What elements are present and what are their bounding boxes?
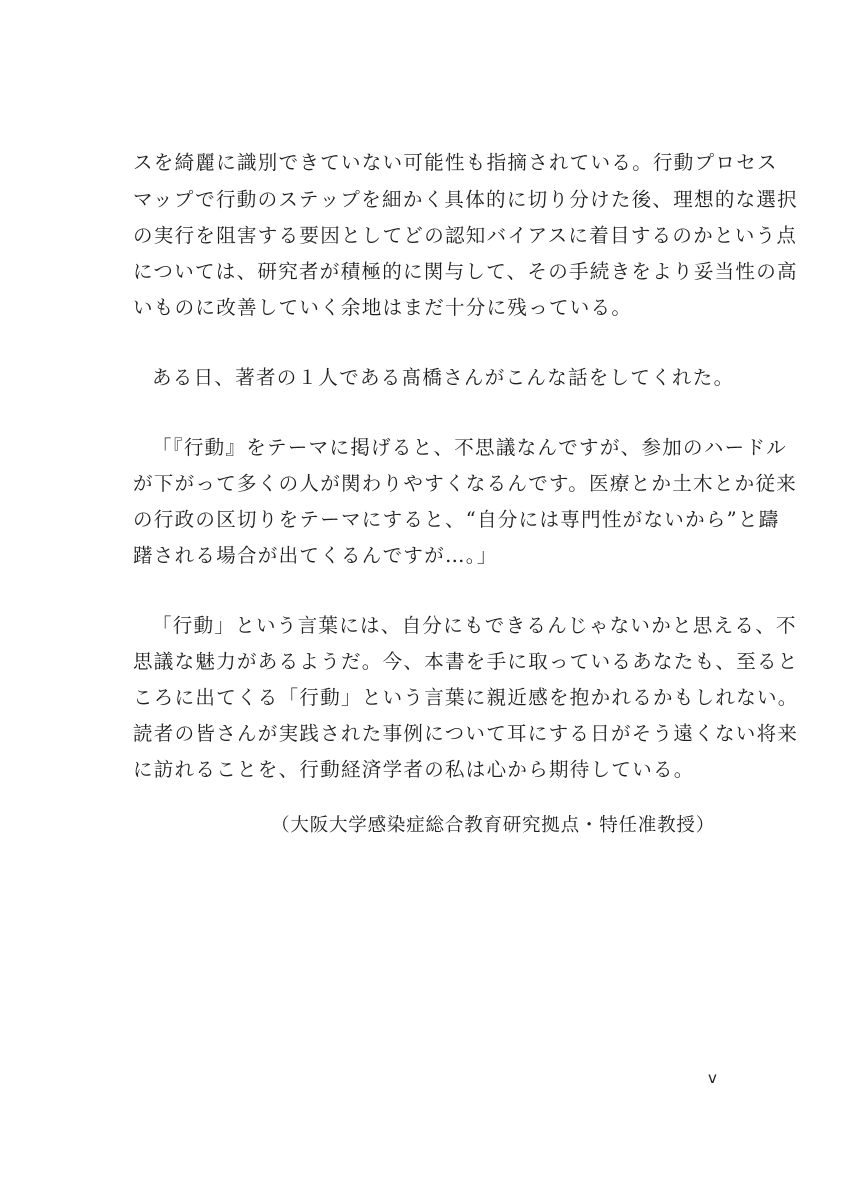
quote-text-line: が下がって多くの人が関わりやすくなるんです。医療とか土木とか従来 — [133, 472, 798, 495]
body-text-line: マップで行動のステップを細かく具体的に切り分けた後、理想的な選択 — [133, 188, 799, 211]
author-affiliation: （大阪大学感染症総合教育研究拠点・特任准教授） — [271, 815, 715, 836]
page-number: v — [708, 1069, 717, 1087]
body-text-line: 読者の皆さんが実践された事例について耳にする日がそう遠くない将来 — [133, 722, 799, 745]
quote-text-line: 躇される場合が出てくるんですが…。」 — [133, 544, 498, 567]
body-text-line: 思議な魅力があるようだ。今、本書を手に取っているあなたも、至ると — [133, 650, 799, 673]
body-text-line: については、研究者が積極的に関与して、その手続きをより妥当性の高 — [133, 260, 798, 283]
body-text-line: の実行を阻害する要因としてどの認知バイアスに着目するのかという点 — [133, 224, 798, 247]
body-text-line: スを綺麗に識別できていない可能性も指摘されている。行動プロセス — [133, 151, 778, 174]
body-text-line: 「行動」という言葉には、自分にもできるんじゃないかと思える、不 — [152, 614, 797, 637]
body-text-line: いものに改善していく余地はまだ十分に残っている。 — [133, 296, 633, 319]
body-text-line: ころに出てくる「行動」という言葉に親近感を抱かれるかもしれない。 — [133, 686, 799, 709]
quote-text-line: の行政の区切りをテーマにすると、“自分には専門性がないから”と躊 — [133, 508, 780, 531]
body-text-line: ある日、著者の１人である髙橋さんがこんな話をしてくれた。 — [152, 366, 735, 389]
quote-text-line: 「『行動』をテーマに掲げると、不思議なんですが、参加のハードル — [152, 436, 788, 459]
body-text-line: に訪れることを、行動経済学者の私は心から期待している。 — [133, 758, 695, 781]
